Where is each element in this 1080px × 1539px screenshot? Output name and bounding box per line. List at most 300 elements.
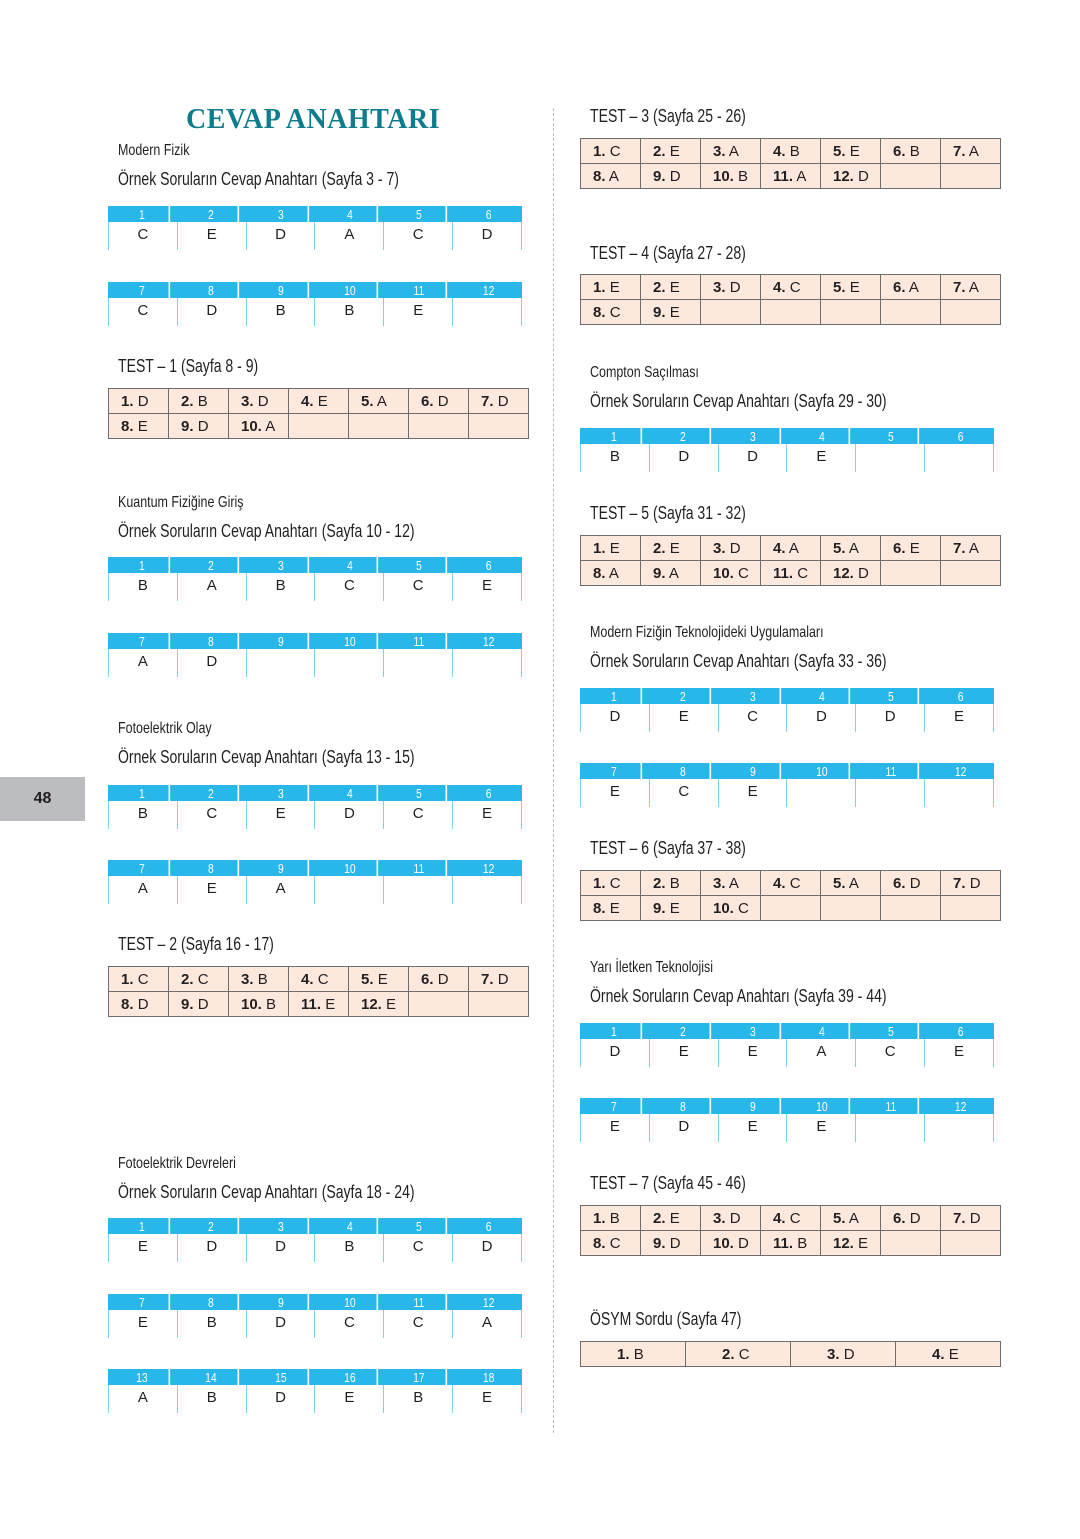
answer-cell: C xyxy=(383,1234,452,1262)
question-number: 1 xyxy=(587,428,642,444)
question-number: 9 xyxy=(254,633,309,649)
question-number: 1. xyxy=(121,970,134,988)
answer-letter: D xyxy=(437,392,449,410)
question-number: 4. xyxy=(773,278,786,296)
answer-cell: E xyxy=(177,876,246,904)
answer-letter: C xyxy=(789,1209,801,1227)
question-number: 12. xyxy=(833,167,854,185)
question-number: 12. xyxy=(833,564,854,582)
question-number: 3. xyxy=(241,392,254,410)
test-title-5: TEST – 5 (Sayfa 31 - 32) xyxy=(590,503,746,523)
question-number: 2 xyxy=(184,1218,239,1234)
question-number: 4. xyxy=(932,1345,945,1363)
answer-cell: D xyxy=(246,1385,315,1413)
question-number: 2 xyxy=(656,688,711,704)
answer-letter: A xyxy=(968,142,979,160)
answer-cell: B xyxy=(246,573,315,601)
answer-letter: B xyxy=(738,167,749,185)
question-number: 6. xyxy=(893,142,906,160)
answer-cell: D xyxy=(314,801,383,829)
question-number: 9. xyxy=(653,564,666,582)
answer-cell xyxy=(641,164,701,189)
question-number: 6 xyxy=(485,786,492,801)
question-number: 10. xyxy=(713,167,734,185)
question-number: 5. xyxy=(361,392,374,410)
question-number: 9. xyxy=(181,995,194,1013)
question-number: 3 xyxy=(726,428,781,444)
answer-cell xyxy=(761,275,821,300)
answer-letter: E xyxy=(669,539,680,557)
answer-cell: D xyxy=(718,444,787,472)
grid-answers xyxy=(108,1234,522,1262)
answer-letter: C xyxy=(609,303,621,321)
answer-letter: A xyxy=(848,1209,859,1227)
table-row xyxy=(581,536,1001,561)
question-number: 7 xyxy=(115,1294,170,1310)
answer-grid xyxy=(580,763,994,807)
answer-cell: D xyxy=(177,298,246,326)
question-number: 4. xyxy=(773,1209,786,1227)
answer-letter: D xyxy=(858,167,869,185)
answer-cell xyxy=(469,414,529,439)
answer-cell: B xyxy=(246,298,315,326)
question-number: 8 xyxy=(656,1098,711,1114)
section-sub-modern: Örnek Soruların Cevap Anahtarı (Sayfa 3 - 7) xyxy=(118,169,399,189)
answer-letter: C xyxy=(738,1345,750,1363)
section-sub-yari: Örnek Soruların Cevap Anahtarı (Sayfa 39 - 44) xyxy=(590,986,887,1006)
answer-cell: A xyxy=(177,573,246,601)
question-number: 2. xyxy=(722,1345,735,1363)
question-number: 11. xyxy=(773,1234,794,1252)
answer-grid xyxy=(580,688,994,732)
answer-letter: A xyxy=(668,564,679,582)
answer-table xyxy=(108,966,529,1017)
grid-answers xyxy=(108,573,522,601)
section-title-devre: Fotoelektrik Devreleri xyxy=(118,1155,236,1172)
answer-letter: E xyxy=(669,278,680,296)
table-row xyxy=(581,275,1001,300)
question-number: 6. xyxy=(421,970,434,988)
answer-cell: D xyxy=(246,222,315,250)
answer-cell xyxy=(701,1231,761,1256)
answer-letter: D xyxy=(843,1345,855,1363)
answer-cell xyxy=(701,300,761,325)
question-number: 6. xyxy=(893,874,906,892)
answer-cell: D xyxy=(855,704,924,732)
question-number: 17 xyxy=(392,1369,447,1385)
grid-header xyxy=(108,557,522,573)
answer-cell xyxy=(349,992,409,1017)
answer-cell: A xyxy=(452,1310,522,1338)
question-number: 3 xyxy=(726,1023,781,1039)
answer-cell xyxy=(701,896,761,921)
answer-cell: D xyxy=(580,1039,649,1067)
table-row xyxy=(109,389,529,414)
test-title-7: TEST – 7 (Sayfa 45 - 46) xyxy=(590,1173,746,1193)
question-number: 3. xyxy=(713,278,726,296)
question-number: 9 xyxy=(726,1098,781,1114)
answer-grid xyxy=(108,1294,522,1338)
answer-letter: E xyxy=(669,1209,680,1227)
answer-cell: C xyxy=(718,704,787,732)
question-number: 5 xyxy=(864,428,919,444)
question-number: 10 xyxy=(795,1098,850,1114)
question-number: 10 xyxy=(795,763,850,779)
answer-cell: E xyxy=(580,779,649,807)
answer-cell xyxy=(314,649,383,677)
answer-letter: E xyxy=(849,278,860,296)
question-number: 5 xyxy=(392,557,447,573)
question-number: 12 xyxy=(954,1099,967,1114)
answer-cell: A xyxy=(246,876,315,904)
answer-letter: E xyxy=(669,899,680,917)
answer-cell xyxy=(881,896,941,921)
question-number: 9. xyxy=(653,899,666,917)
question-number: 1 xyxy=(115,785,170,801)
question-number: 14 xyxy=(184,1369,239,1385)
answer-grid xyxy=(580,428,994,472)
answer-cell xyxy=(701,561,761,586)
question-number: 3 xyxy=(254,1218,309,1234)
answer-letter: E xyxy=(609,539,620,557)
question-number: 3 xyxy=(254,785,309,801)
question-number: 11 xyxy=(392,1294,447,1310)
answer-cell xyxy=(109,967,169,992)
answer-cell xyxy=(761,300,821,325)
question-number: 3 xyxy=(254,206,309,222)
grid-answers xyxy=(108,1385,522,1413)
answer-cell xyxy=(701,871,761,896)
answer-cell xyxy=(701,139,761,164)
question-number: 2 xyxy=(184,206,239,222)
question-number: 5. xyxy=(833,142,846,160)
answer-letter: E xyxy=(669,142,680,160)
question-number: 6. xyxy=(893,1209,906,1227)
answer-grid xyxy=(108,1369,522,1413)
answer-letter: D xyxy=(729,539,741,557)
answer-letter: D xyxy=(197,995,209,1013)
answer-cell: E xyxy=(718,779,787,807)
answer-table xyxy=(580,870,1001,921)
answer-cell: B xyxy=(383,1385,452,1413)
answer-cell xyxy=(761,561,821,586)
answer-cell xyxy=(924,1114,994,1142)
question-number: 5 xyxy=(392,785,447,801)
question-number: 10 xyxy=(323,860,378,876)
answer-letter: A xyxy=(968,278,979,296)
answer-cell: C xyxy=(383,801,452,829)
question-number: 7 xyxy=(115,860,170,876)
answer-letter: D xyxy=(437,970,449,988)
answer-cell: E xyxy=(108,1234,177,1262)
question-number: 5 xyxy=(392,1218,447,1234)
question-number: 1. xyxy=(593,539,606,557)
answer-cell: D xyxy=(246,1310,315,1338)
question-number: 3. xyxy=(713,1209,726,1227)
grid-answers xyxy=(108,876,522,904)
answer-cell xyxy=(641,1206,701,1231)
page-title: CEVAP ANAHTARI xyxy=(186,104,441,135)
answer-cell xyxy=(924,779,994,807)
question-number: 2. xyxy=(653,539,666,557)
answer-cell: C xyxy=(383,222,452,250)
answer-cell xyxy=(821,561,881,586)
answer-cell: C xyxy=(649,779,718,807)
question-number: 4. xyxy=(301,970,314,988)
question-number: 8. xyxy=(593,1234,606,1252)
question-number: 6 xyxy=(957,429,964,444)
table-row xyxy=(581,561,1001,586)
answer-letter: E xyxy=(669,303,680,321)
answer-letter: D xyxy=(257,392,269,410)
answer-cell xyxy=(941,561,1001,586)
answer-cell xyxy=(686,1342,791,1367)
answer-letter: C xyxy=(317,970,329,988)
answer-cell xyxy=(821,139,881,164)
grid-answers xyxy=(580,1114,994,1142)
table-row xyxy=(581,1342,1001,1367)
answer-letter: D xyxy=(969,874,981,892)
answer-cell: D xyxy=(649,444,718,472)
answer-grid xyxy=(108,206,522,250)
question-number: 2. xyxy=(653,1209,666,1227)
answer-cell xyxy=(641,561,701,586)
question-number: 10. xyxy=(713,564,734,582)
answer-cell xyxy=(786,779,855,807)
question-number: 7. xyxy=(953,278,966,296)
question-number: 8 xyxy=(656,763,711,779)
answer-letter: E xyxy=(137,417,148,435)
answer-cell xyxy=(881,300,941,325)
question-number: 7. xyxy=(953,874,966,892)
answer-cell xyxy=(924,444,994,472)
answer-letter: C xyxy=(789,874,801,892)
answer-cell xyxy=(581,1206,641,1231)
answer-letter: A xyxy=(608,564,619,582)
answer-cell xyxy=(581,871,641,896)
answer-cell xyxy=(641,1231,701,1256)
answer-letter: D xyxy=(969,1209,981,1227)
section-title-modern: Modern Fizik xyxy=(118,142,190,159)
answer-cell xyxy=(941,300,1001,325)
section-title-kuantum: Kuantum Fiziğine Giriş xyxy=(118,494,244,511)
answer-cell: E xyxy=(718,1114,787,1142)
answer-cell: E xyxy=(177,222,246,250)
question-number: 6 xyxy=(485,558,492,573)
answer-grid xyxy=(580,1098,994,1142)
question-number: 11 xyxy=(864,1098,919,1114)
answer-cell: E xyxy=(314,1385,383,1413)
table-row xyxy=(109,967,529,992)
answer-cell xyxy=(469,967,529,992)
column-divider xyxy=(553,108,554,1433)
answer-cell xyxy=(409,414,469,439)
question-number: 11 xyxy=(392,633,447,649)
answer-table xyxy=(580,535,1001,586)
answer-table xyxy=(580,1341,1001,1367)
answer-letter: D xyxy=(137,995,149,1013)
table-row xyxy=(581,871,1001,896)
answer-letter: C xyxy=(738,899,749,917)
answer-letter: D xyxy=(738,1234,749,1252)
section-sub-tekno: Örnek Soruların Cevap Anahtarı (Sayfa 33 - 36) xyxy=(590,651,887,671)
section-sub-compton: Örnek Soruların Cevap Anahtarı (Sayfa 29 - 30) xyxy=(590,391,887,411)
answer-cell xyxy=(109,414,169,439)
answer-cell xyxy=(701,536,761,561)
answer-cell: D xyxy=(177,649,246,677)
answer-letter: B xyxy=(909,142,920,160)
grid-header xyxy=(580,688,994,704)
answer-cell xyxy=(349,389,409,414)
answer-letter: B xyxy=(257,970,268,988)
question-number: 10. xyxy=(241,995,262,1013)
question-number: 6 xyxy=(485,207,492,222)
question-number: 10. xyxy=(241,417,262,435)
test-title-6: TEST – 6 (Sayfa 37 - 38) xyxy=(590,838,746,858)
answer-cell xyxy=(452,298,522,326)
question-number: 7 xyxy=(587,1098,642,1114)
grid-answers xyxy=(108,801,522,829)
answer-cell xyxy=(941,164,1001,189)
question-number: 7 xyxy=(587,763,642,779)
answer-letter: D xyxy=(497,392,509,410)
question-number: 8. xyxy=(593,564,606,582)
answer-cell: E xyxy=(246,801,315,829)
answer-cell: B xyxy=(314,1234,383,1262)
section-title-tekno: Modern Fiziğin Teknolojideki Uygulamaları xyxy=(590,624,824,641)
answer-letter: D xyxy=(669,1234,681,1252)
answer-cell xyxy=(941,1206,1001,1231)
answer-letter: D xyxy=(137,392,149,410)
question-number: 12. xyxy=(361,995,382,1013)
answer-letter: E xyxy=(377,970,388,988)
answer-cell xyxy=(289,992,349,1017)
grid-answers xyxy=(108,222,522,250)
answer-letter: E xyxy=(386,995,397,1013)
answer-cell xyxy=(581,275,641,300)
answer-cell xyxy=(641,536,701,561)
answer-cell xyxy=(761,1206,821,1231)
test-title-3: TEST – 3 (Sayfa 25 - 26) xyxy=(590,106,746,126)
question-number: 4. xyxy=(773,539,786,557)
test-title-osym: ÖSYM Sordu (Sayfa 47) xyxy=(590,1309,742,1329)
answer-cell xyxy=(383,649,452,677)
answer-letter: D xyxy=(858,564,869,582)
answer-letter: E xyxy=(948,1345,959,1363)
question-number: 8. xyxy=(593,899,606,917)
answer-cell xyxy=(314,876,383,904)
answer-cell: A xyxy=(314,222,383,250)
answer-letter: B xyxy=(669,874,680,892)
answer-cell xyxy=(881,1231,941,1256)
grid-answers xyxy=(580,1039,994,1067)
answer-cell: B xyxy=(580,444,649,472)
answer-cell xyxy=(881,536,941,561)
question-number: 12 xyxy=(482,861,495,876)
grid-header xyxy=(108,282,522,298)
answer-letter: C xyxy=(137,970,149,988)
answer-cell: E xyxy=(786,1114,855,1142)
answer-letter: C xyxy=(609,142,621,160)
grid-answers xyxy=(108,298,522,326)
question-number: 3 xyxy=(254,557,309,573)
answer-cell xyxy=(469,389,529,414)
question-number: 7. xyxy=(953,1209,966,1227)
question-number: 11. xyxy=(301,995,322,1013)
question-number: 8 xyxy=(184,282,239,298)
question-number: 7. xyxy=(953,142,966,160)
answer-letter: A xyxy=(796,167,807,185)
answer-cell xyxy=(941,1231,1001,1256)
question-number: 6. xyxy=(893,278,906,296)
answer-cell xyxy=(289,414,349,439)
answer-cell xyxy=(581,1342,686,1367)
question-number: 10. xyxy=(713,899,734,917)
answer-cell xyxy=(169,389,229,414)
page-number: 48 xyxy=(0,777,85,821)
answer-table xyxy=(108,388,529,439)
question-number: 4 xyxy=(323,1218,378,1234)
answer-cell xyxy=(821,896,881,921)
answer-cell xyxy=(641,275,701,300)
answer-cell xyxy=(761,536,821,561)
question-number: 1. xyxy=(593,874,606,892)
question-number: 2 xyxy=(184,785,239,801)
question-number: 9. xyxy=(653,167,666,185)
answer-grid xyxy=(108,557,522,601)
question-number: 1 xyxy=(115,206,170,222)
grid-header xyxy=(580,428,994,444)
question-number: 6 xyxy=(957,689,964,704)
answer-cell xyxy=(855,444,924,472)
answer-cell xyxy=(701,275,761,300)
answer-letter: A xyxy=(848,874,859,892)
answer-cell xyxy=(452,876,522,904)
question-number: 4. xyxy=(773,874,786,892)
table-row xyxy=(109,414,529,439)
question-number: 8 xyxy=(184,860,239,876)
question-number: 1 xyxy=(115,557,170,573)
answer-letter: A xyxy=(608,167,619,185)
answer-letter: C xyxy=(789,278,801,296)
answer-letter: A xyxy=(728,874,739,892)
answer-cell xyxy=(881,139,941,164)
question-number: 1 xyxy=(115,1218,170,1234)
question-number: 5 xyxy=(864,688,919,704)
answer-grid xyxy=(580,1023,994,1067)
table-row xyxy=(581,896,1001,921)
answer-cell: A xyxy=(108,649,177,677)
answer-cell xyxy=(896,1342,1001,1367)
answer-table xyxy=(580,1205,1001,1256)
table-row xyxy=(581,1231,1001,1256)
answer-cell: B xyxy=(108,573,177,601)
question-number: 8. xyxy=(121,417,134,435)
answer-letter: D xyxy=(669,167,681,185)
answer-cell: C xyxy=(855,1039,924,1067)
answer-letter: B xyxy=(197,392,208,410)
answer-cell xyxy=(761,871,821,896)
question-number: 6 xyxy=(485,1219,492,1234)
question-number: 4 xyxy=(795,688,850,704)
question-number: 4 xyxy=(795,428,850,444)
answer-cell xyxy=(409,992,469,1017)
question-number: 5. xyxy=(833,539,846,557)
answer-cell: E xyxy=(580,1114,649,1142)
question-number: 12 xyxy=(482,1295,495,1310)
answer-cell: E xyxy=(452,573,522,601)
question-number: 7. xyxy=(481,970,494,988)
